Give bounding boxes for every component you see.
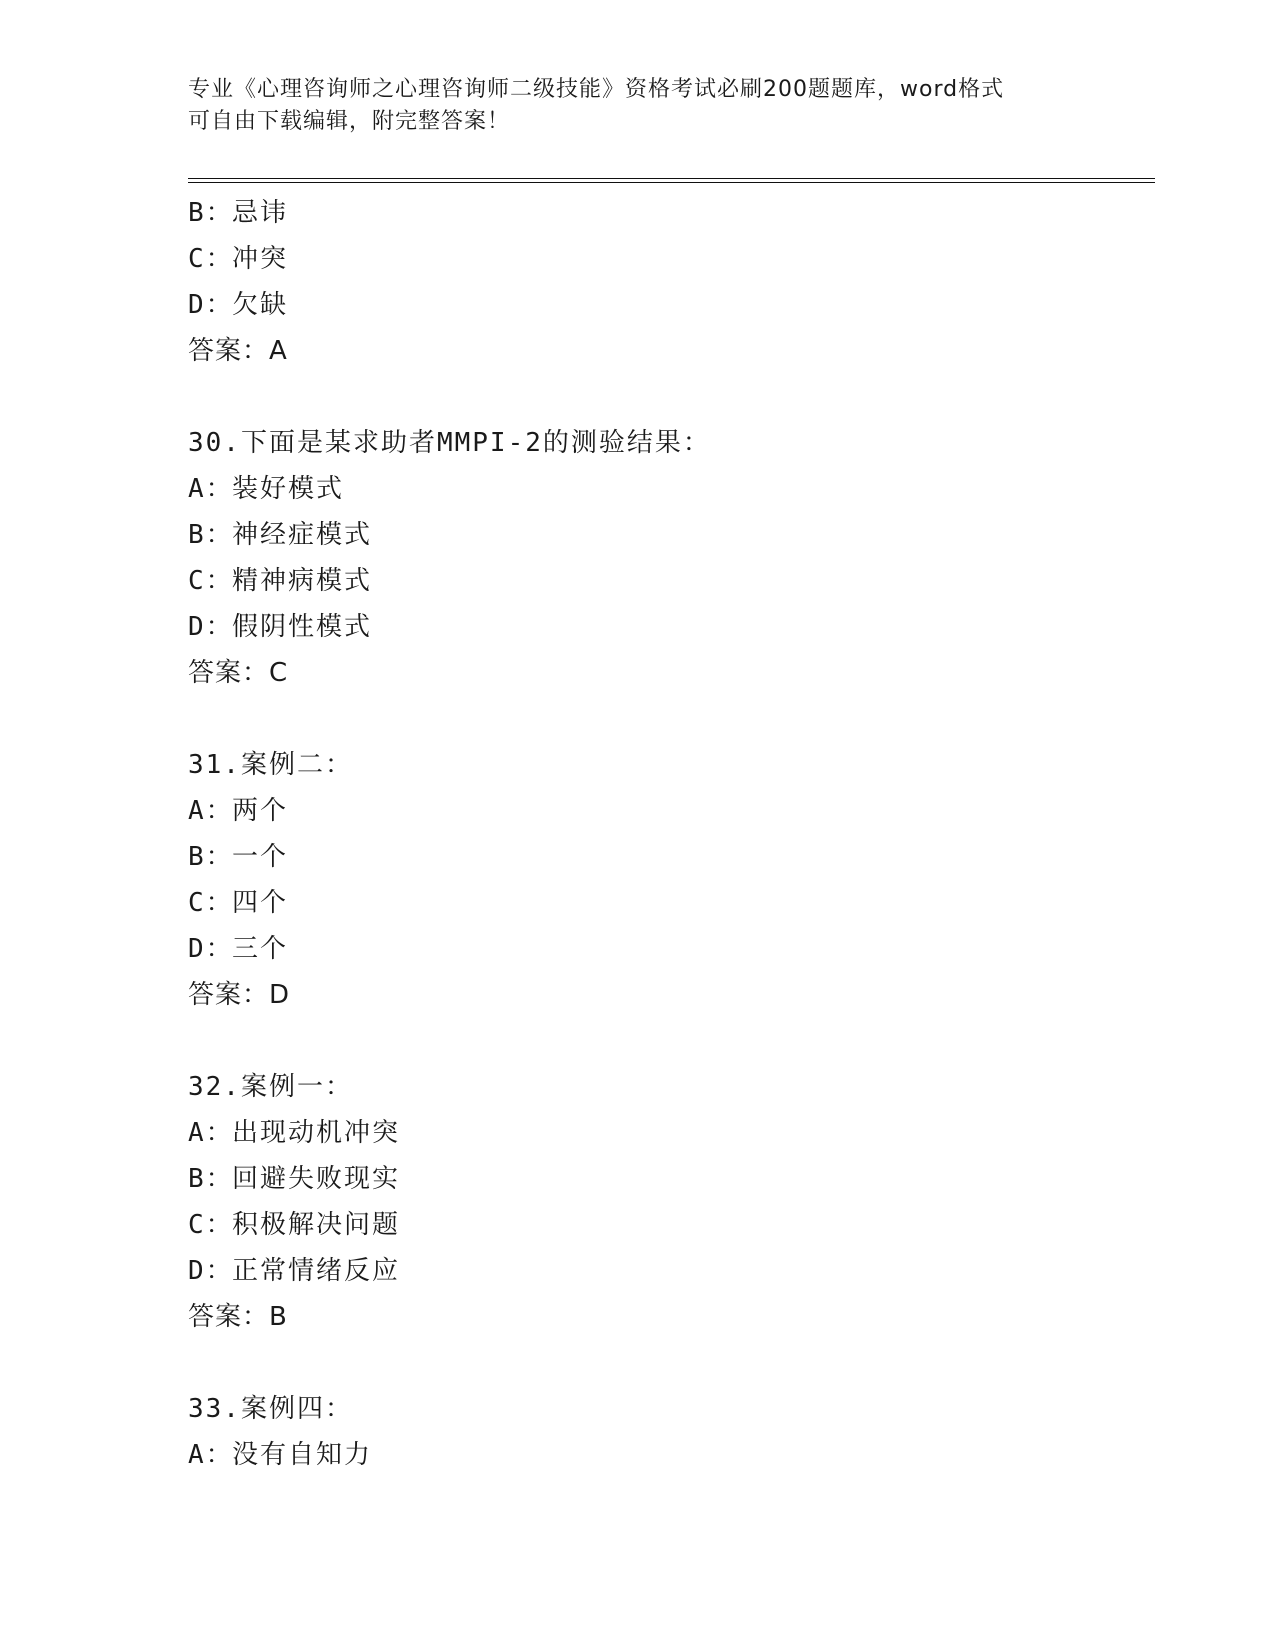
option-label: B： [188,520,234,550]
option-label: D： [188,1256,234,1286]
answer-line: 答案：B [188,1302,288,1332]
option-text: 欠缺 [232,290,289,320]
question-block-30 [188,420,1148,696]
spacer [188,374,1148,420]
option-text: 正常情绪反应 [232,1256,401,1286]
option-label: A： [188,796,234,826]
spacer [188,696,1148,742]
option-label: B： [188,1164,234,1194]
option-b [188,834,1148,880]
option-text: 精神病模式 [232,566,373,596]
option-text: 没有自知力 [232,1440,373,1470]
question-stem: 31.案例二： [188,750,353,780]
question-block-33 [188,1386,1148,1478]
question-block-32 [188,1064,1148,1340]
option-text: 积极解决问题 [232,1210,401,1240]
option-d [188,282,1148,328]
option-a [188,1110,1148,1156]
answer-line: 答案：D [188,980,291,1010]
option-text: 假阴性模式 [232,612,373,642]
option-label: B： [188,842,234,872]
option-text: 出现动机冲突 [232,1118,401,1148]
option-b [188,512,1148,558]
question-block-31 [188,742,1148,1018]
option-text: 忌讳 [232,198,289,228]
option-label: A： [188,474,234,504]
option-text: 两个 [232,796,289,826]
question-stem: 33.案例四： [188,1394,353,1424]
option-d [188,1248,1148,1294]
option-a [188,466,1148,512]
option-text: 神经症模式 [232,520,373,550]
header-divider-top [188,178,1155,179]
option-label: C： [188,888,234,918]
answer-line: 答案：A [188,336,288,366]
option-label: D： [188,934,234,964]
page-header [188,74,1088,138]
option-label: D： [188,290,234,320]
spacer [188,1018,1148,1064]
option-label: C： [188,244,234,274]
option-d [188,604,1148,650]
option-label: A： [188,1118,234,1148]
option-text: 回避失败现实 [232,1164,401,1194]
option-c [188,880,1148,926]
option-label: D： [188,612,234,642]
option-a [188,788,1148,834]
option-label: C： [188,1210,234,1240]
option-text: 四个 [232,888,289,918]
option-text: 装好模式 [232,474,345,504]
option-b [188,1156,1148,1202]
header-title-line-1: 专业《心理咨询师之心理咨询师二级技能》资格考试必刷200题题库，word格式 [188,77,1005,102]
header-title-line-2: 可自由下载编辑，附完整答案！ [188,109,511,134]
option-b [188,190,1148,236]
option-label: B： [188,198,234,228]
option-text: 一个 [232,842,289,872]
option-c [188,558,1148,604]
option-a [188,1432,1148,1478]
option-c [188,236,1148,282]
option-label: C： [188,566,234,596]
question-block-prev [188,190,1148,374]
question-stem: 30.下面是某求助者MMPI-2的测验结果： [188,428,711,458]
option-text: 三个 [232,934,289,964]
header-divider-bottom [188,182,1155,183]
question-list [188,190,1148,1478]
option-d [188,926,1148,972]
option-text: 冲突 [232,244,289,274]
option-label: A： [188,1440,234,1470]
spacer [188,1340,1148,1386]
question-stem: 32.案例一： [188,1072,353,1102]
answer-line: 答案：C [188,658,289,688]
option-c [188,1202,1148,1248]
